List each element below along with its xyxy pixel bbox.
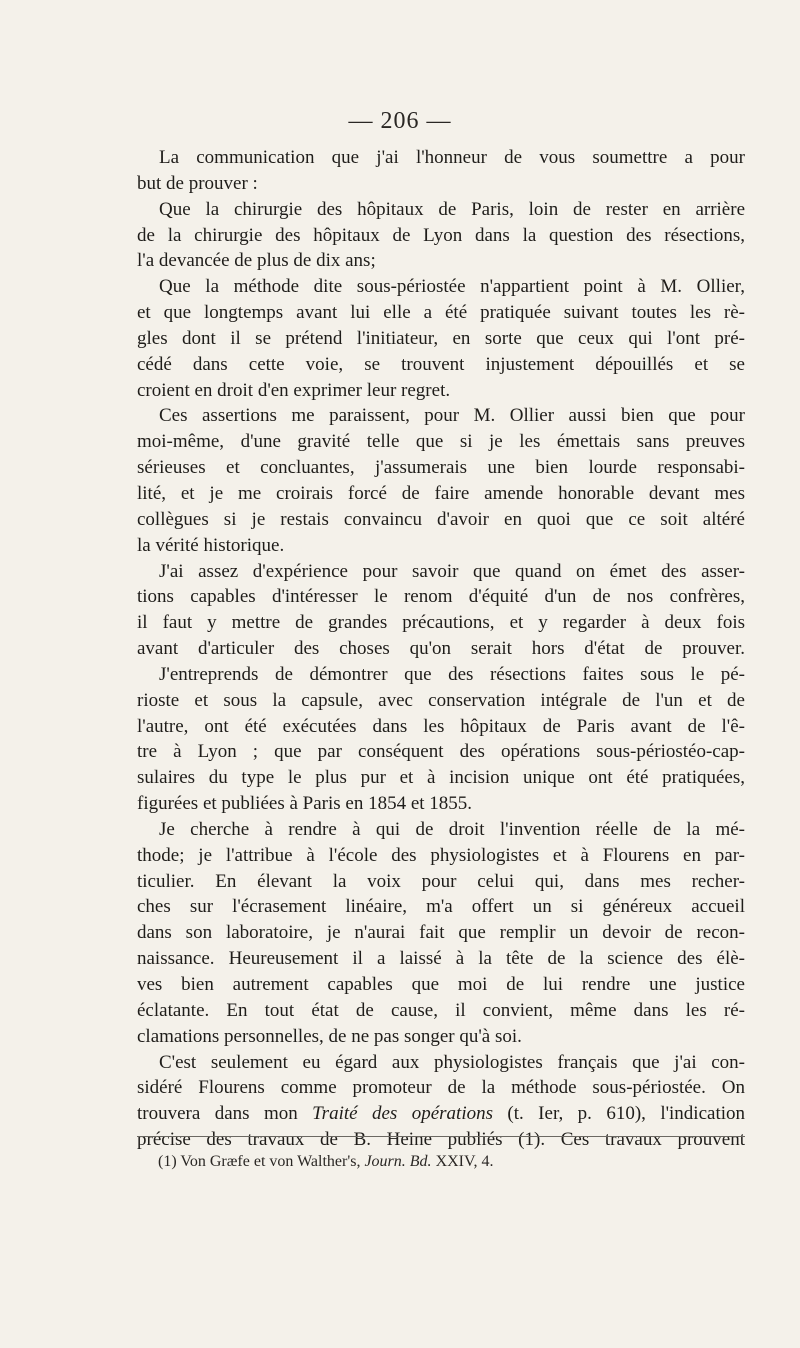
text-segment: trouvera dans mon (137, 1103, 313, 1125)
text-line: la vérité historique. (137, 534, 285, 556)
footnote (158, 1152, 494, 1172)
page-number: — 206 — (348, 108, 452, 134)
text-line: C'est seulement eu égard aux physiologistes français que j'ai con- (159, 1051, 745, 1073)
footnote-divider (137, 1136, 745, 1137)
text-line (137, 1101, 745, 1127)
text-line: il faut y mettre de grandes précautions, et y regarder à deux fois (137, 612, 745, 634)
text-line: but de prouver : (137, 172, 258, 194)
footnote-text-after: XXIV, 4. (431, 1153, 494, 1170)
text-line: et que longtemps avant lui elle a été pratiquée suivant toutes les rè- (137, 302, 745, 324)
text-line: croient en droit d'en exprimer leur regret. (137, 379, 451, 401)
text-line: gles dont il se prétend l'initiateur, en sorte que ceux qui l'ont pré- (137, 327, 745, 349)
text-line: l'a devancée de plus de dix ans; (137, 250, 376, 272)
book-title: Traité des opérations (312, 1103, 493, 1125)
text-line: tre à Lyon ; que par conséquent des opérations sous-périostéo-cap- (137, 741, 745, 763)
text-line: J'ai assez d'expérience pour savoir que quand on émet des asser- (159, 560, 745, 582)
text-line: de la chirurgie des hôpitaux de Lyon dans la question des résections, (137, 224, 745, 246)
text-line: naissance. Heureusement il a laissé à la tête de la science des élè- (137, 948, 745, 970)
text-line: sulaires du type le plus pur et à incision unique ont été pratiquées, (137, 767, 745, 789)
text-line: collègues si je restais convaincu d'avoir en quoi que ce soit altéré (137, 508, 745, 530)
body-text (137, 145, 745, 1153)
text-line: La communication que j'ai l'honneur de vous soumettre a pour (159, 147, 745, 168)
text-line: J'entreprends de démontrer que des résections faites sous le pé- (159, 663, 745, 685)
text-line: Je cherche à rendre à qui de droit l'invention réelle de la mé- (159, 818, 745, 840)
text-line: tions capables d'intéresser le renom d'équité d'un de nos confrères, (137, 586, 745, 608)
text-line: éclatante. En tout état de cause, il convient, même dans les ré- (137, 999, 745, 1021)
text-line: dans son laboratoire, je n'aurai fait que remplir un devoir de recon- (137, 922, 745, 944)
text-line: moi-même, d'une gravité telle que si je les émettais sans preuves (137, 431, 745, 453)
text-line: l'autre, ont été exécutées dans les hôpitaux de Paris avant de l'ê- (137, 715, 745, 737)
text-line: sidéré Flourens comme promoteur de la méthode sous-périostée. On (137, 1077, 745, 1099)
text-line: Que la chirurgie des hôpitaux de Paris, loin de rester en arrière (159, 198, 745, 220)
text-line: sérieuses et concluantes, j'assumerais une bien lourde responsabi- (137, 457, 745, 479)
text-line: figurées et publiées à Paris en 1854 et 1855. (137, 793, 473, 815)
text-line: lité, et je me croirais forcé de faire amende honorable devant mes (137, 482, 745, 504)
text-line: cédé dans cette voie, se trouvent injustement dépouillés et se (137, 353, 745, 375)
text-line: ves bien autrement capables que moi de lui rendre une justice (137, 974, 745, 995)
text-line: Ces assertions me paraissent, pour M. Ollier aussi bien que pour (159, 405, 745, 427)
text-line: rioste et sous la capsule, avec conservation intégrale de l'un et de (137, 689, 745, 711)
text-line: ticulier. En élevant la voix pour celui qui, dans mes recher- (137, 870, 745, 892)
footnote-text-before: (1) Von Græfe et von Walther's, (158, 1153, 365, 1170)
text-line: précise des travaux de B. Heine publiés (1). Ces travaux prouvent (137, 1129, 745, 1151)
text-line: Que la méthode dite sous-périostée n'appartient point à M. Ollier, (159, 276, 745, 298)
text-line: avant d'articuler des choses qu'on serait hors d'état de prouver. (137, 638, 745, 660)
text-line: clamations personnelles, de ne pas songer qu'à soi. (137, 1025, 522, 1047)
text-segment: (t. Ier, p. 610), l'indication (493, 1103, 746, 1125)
text-line: thode; je l'attribue à l'école des physiologistes et à Flourens en par- (137, 844, 745, 866)
text-line: ches sur l'écrasement linéaire, m'a offert un si généreux accueil (137, 896, 745, 918)
footnote-journal-title: Journ. Bd. (364, 1153, 432, 1170)
